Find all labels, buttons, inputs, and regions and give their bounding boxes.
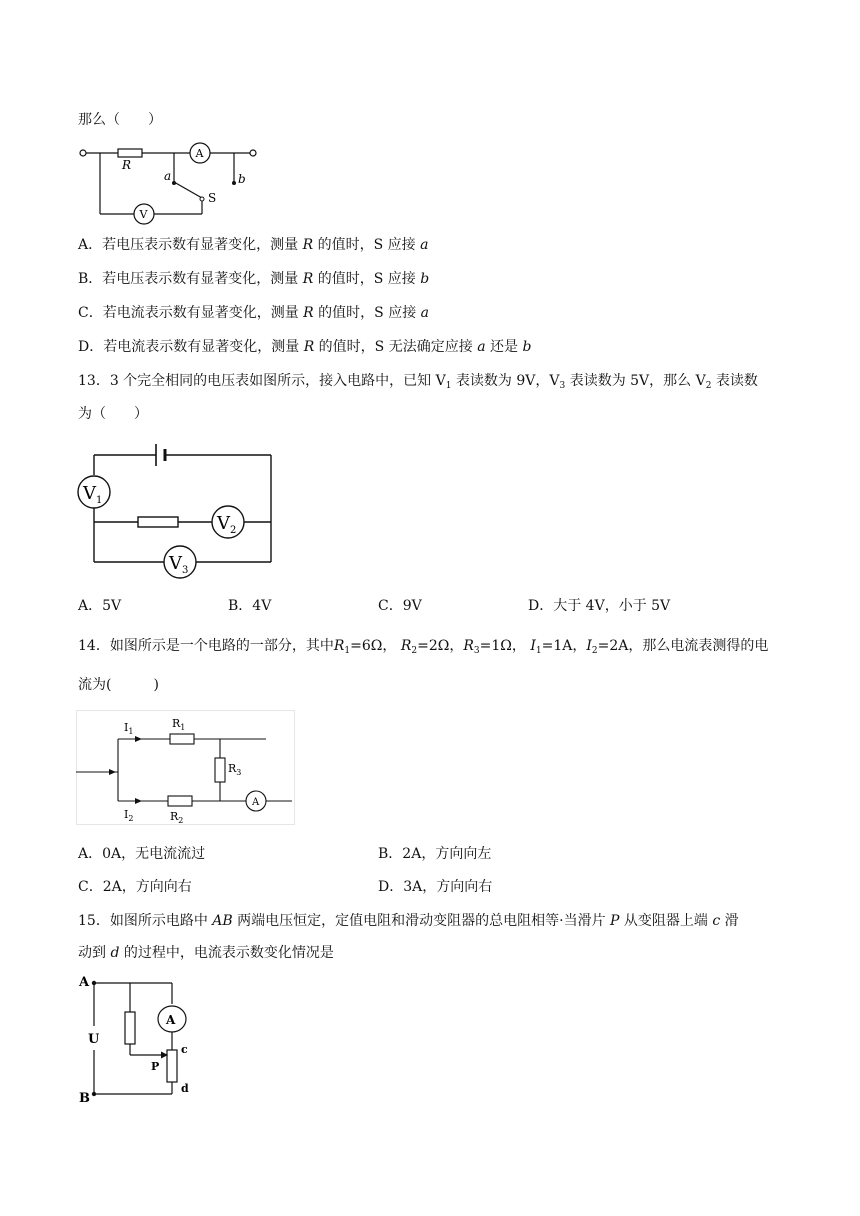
q13-option-b: B．4V xyxy=(228,598,272,614)
q12-label-r: R xyxy=(122,158,132,172)
q14-stem-line2: 流为( ) xyxy=(78,677,159,693)
q13-stem-line2: 为（ ） xyxy=(78,406,148,422)
q12-option-d: D．若电流表示数有显著变化，测量 R 的值时，S 无法确定应接 a 还是 b xyxy=(78,339,532,355)
q12-stem-tail: 那么（ ） xyxy=(78,112,162,128)
q13-option-a: A．5V xyxy=(78,598,122,614)
q14-r2-label: $R_2$ xyxy=(170,810,184,825)
q12-label-b: b xyxy=(238,172,246,186)
q13-v1-label: $V_1$ xyxy=(83,483,103,506)
q15-end-d: d xyxy=(181,1082,189,1095)
q13-circuit-diagram xyxy=(76,440,276,580)
q13-v2-label: $V_2$ xyxy=(217,513,237,536)
q12-circuit-diagram xyxy=(76,140,276,220)
q15-slider-p: P xyxy=(151,1060,160,1073)
q15-stem-line2: 动到 d 的过程中，电流表示数变化情况是 xyxy=(78,945,334,961)
q15-voltage-u: U xyxy=(88,1032,100,1047)
q13-stem-line1: 13．3 个完全相同的电压表如图所示，接入电路中，已知 $V_1$ 表读数为 9V，$V_3$ 表读数为 5V，那么 $V_2$ 表读数 xyxy=(78,373,758,391)
q12-ammeter-label: A xyxy=(195,147,204,160)
q12-option-c: C．若电流表示数有显著变化，测量 R 的值时，S 应接 a xyxy=(78,305,430,321)
q14-circuit-diagram xyxy=(76,710,296,826)
q14-ammeter-label: A xyxy=(252,797,260,808)
q15-ammeter-label: A xyxy=(166,1013,176,1027)
q15-stem-line1: 15．如图所示电路中 AB 两端电压恒定，定值电阻和滑动变阻器的总电阻相等·当滑片 P 从变阻器上端 c 滑 xyxy=(78,913,739,929)
q14-stem-line1: 14．如图所示是一个电路的一部分，其中$R_1=6\Omega$， $R_2=2\Omega$，$R_3=1\Omega$， $I_1=1A$，$I_2=2A$，那么电流表测得的电 xyxy=(78,638,769,656)
q14-option-c: C．2A，方向向右 xyxy=(78,879,192,895)
q15-end-c: c xyxy=(181,1043,188,1056)
q15-terminal-a: A xyxy=(79,975,90,990)
q14-r3-label: $R_3$ xyxy=(228,762,242,777)
q15-terminal-b: B xyxy=(79,1091,90,1106)
q14-option-a: A．0A，无电流流过 xyxy=(78,846,206,862)
q12-label-s: S xyxy=(208,191,217,205)
q12-label-a: a xyxy=(164,169,172,183)
q13-option-d: D．大于 4V，小于 5V xyxy=(528,598,671,614)
q14-r1-label: $R_1$ xyxy=(172,717,186,732)
q13-v3-label: $V_3$ xyxy=(169,553,189,576)
q12-voltmeter-label: V xyxy=(139,208,148,221)
q12-option-b: B．若电压表示数有显著变化，测量 R 的值时，S 应接 b xyxy=(78,271,430,287)
q15-circuit-diagram xyxy=(76,974,216,1114)
q12-option-a: A．若电压表示数有显著变化，测量 R 的值时，S 应接 a xyxy=(78,237,429,253)
q14-option-b: B．2A，方向向左 xyxy=(378,846,492,862)
q14-option-d: D．3A，方向向右 xyxy=(378,879,493,895)
q14-i1-label: $I_1$ xyxy=(124,721,134,736)
q14-i2-label: $I_2$ xyxy=(124,808,134,823)
q13-option-c: C．9V xyxy=(378,598,422,614)
